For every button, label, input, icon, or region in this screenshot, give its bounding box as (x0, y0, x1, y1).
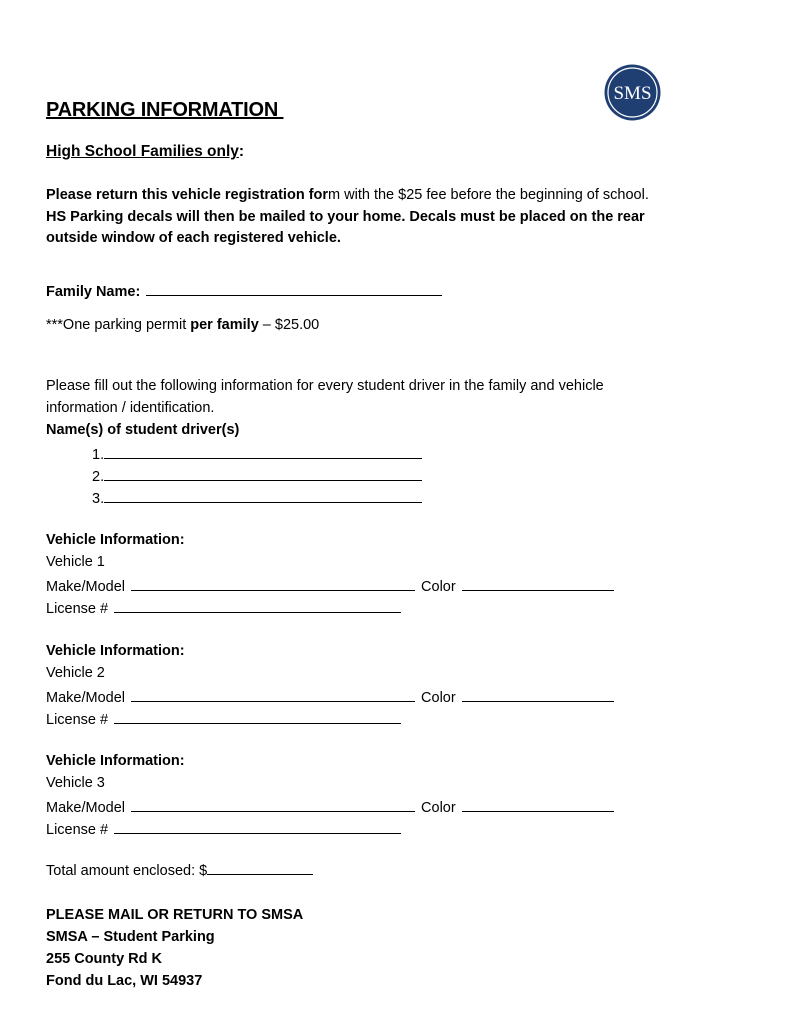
driver-row-1: 1. (92, 444, 422, 463)
driver-2-field[interactable] (104, 466, 422, 481)
vehicle-3-license-row: License # (46, 819, 401, 838)
vehicle-3-color-field[interactable] (462, 797, 614, 812)
total-row (46, 860, 313, 879)
intro-line-3: outside window of each registered vehicle. (46, 230, 341, 246)
family-name-label: Family Name: (46, 284, 141, 300)
vehicle-1-label: Vehicle 1 (46, 554, 105, 570)
vehicle-2-color-field[interactable] (462, 687, 614, 702)
page-title: PARKING INFORMATION (46, 99, 279, 121)
subtitle: High School Families only: (46, 143, 245, 160)
vehicle-1-make-field[interactable] (131, 576, 415, 591)
vehicle-3-make-field[interactable] (131, 797, 415, 812)
vehicle-3-license-field[interactable] (114, 819, 401, 834)
logo-text: SMS (613, 83, 652, 104)
smsa-logo-icon (604, 64, 661, 121)
driver-3-field[interactable] (104, 488, 422, 503)
vehicle-3-label: Vehicle 3 (46, 775, 105, 791)
mail-line-3: 255 County Rd K (46, 951, 163, 967)
vehicle-2-license-field[interactable] (114, 709, 401, 724)
drivers-heading: Name(s) of student driver(s) (46, 422, 240, 438)
driver-row-2: 2. (92, 466, 422, 485)
instructions-line-2: information / identification. (46, 399, 215, 416)
vehicle-1-license-row: License # (46, 598, 401, 617)
instructions-line-1: Please fill out the following information for every student driver in the family and vehicle (46, 378, 604, 394)
vehicle-1-license-field[interactable] (114, 598, 401, 613)
vehicle-1-make-row: Make/Model Color (46, 576, 614, 595)
total-field[interactable] (207, 860, 313, 875)
driver-row-3: 3. (92, 488, 422, 507)
subtitle-text: High School Families only (46, 143, 239, 160)
intro-line-1: Please return this vehicle registration form with the $25 fee before the beginning of school. (46, 187, 649, 203)
vehicle-2-make-field[interactable] (131, 687, 415, 702)
driver-1-field[interactable] (104, 444, 422, 459)
mail-line-1: PLEASE MAIL OR RETURN TO SMSA (46, 907, 304, 923)
vehicle-2-make-row: Make/Model Color (46, 687, 614, 706)
vehicle-1-color-field[interactable] (462, 576, 614, 591)
family-name-row (46, 281, 442, 300)
permit-note: ***One parking permit per family – $25.00 (46, 317, 320, 333)
intro-line-2: HS Parking decals will then be mailed to your home. Decals must be placed on the rear (46, 208, 645, 225)
mail-line-4: Fond du Lac, WI 54937 (46, 973, 203, 989)
vehicle-2-label: Vehicle 2 (46, 665, 105, 681)
intro-paragraph (46, 185, 649, 250)
vehicle-2-license-row: License # (46, 709, 401, 728)
vehicle-1-heading: Vehicle Information: (46, 532, 185, 548)
vehicle-3-heading: Vehicle Information: (46, 753, 185, 769)
family-name-field[interactable] (146, 281, 442, 296)
mailing-address (46, 904, 303, 992)
vehicle-3-make-row: Make/Model Color (46, 797, 614, 816)
vehicle-2-heading: Vehicle Information: (46, 643, 185, 659)
mail-line-2: SMSA – Student Parking (46, 929, 215, 945)
total-label: Total amount enclosed: $ (46, 863, 208, 879)
instructions (46, 376, 604, 419)
